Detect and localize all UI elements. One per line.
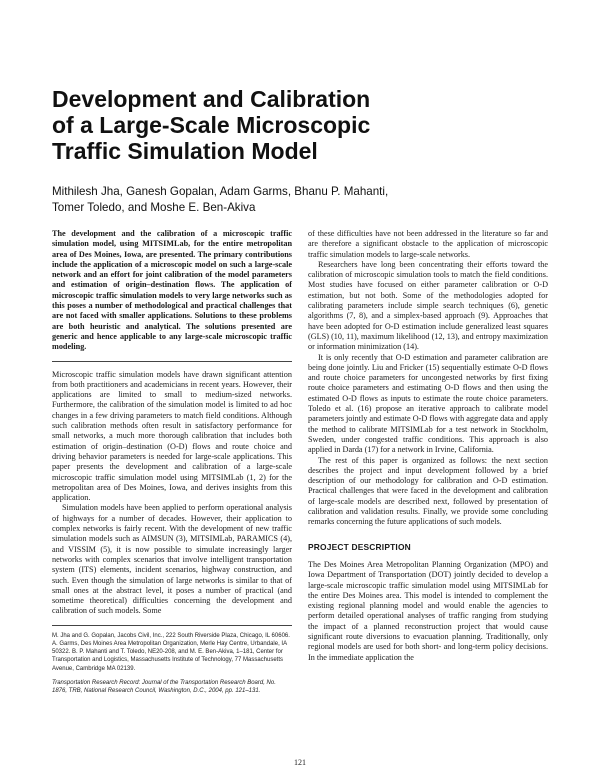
body-paragraph: of these difficulties have not been addressed in the literature so far and are therefore a significant obstacle to the application of microscopic traffic simulation models to large-scale networks. — [308, 229, 548, 259]
author-list — [52, 184, 552, 216]
body-paragraph: It is only recently that O-D estimation and parameter calibration are being done jointly. Liu and Fricker (15) sequentially estimate O-D flows and route choice parameters for uncongested networks by first fixing route choice parameters and estimating O-D flows and then using the estimated O-D flows as inputs to estimate the route choice parameters. Toledo et al. (16) propose an iterative approach to calibrate model parameters jointly and estimate O-D flows with aggregate data and apply the method to calibrate MITSIMLab for a test network in Stockholm, Sweden, under congested traffic conditions. This approach is also applied in Darda (17) for a network in Irvine, California. — [308, 352, 548, 455]
title-line: Development and Calibration — [52, 86, 371, 112]
body-paragraph: The Des Moines Area Metropolitan Planning Organization (MPO) and Iowa Department of Transportation (DOT) jointly decided to develop a large-scale microscopic traffic simulation model using MITSIMLab for the entire Des Moines area. This model is intended to complement the existing regional planning model and would enable the agencies to perform detailed operational analyses of traffic ranging from studying the impact of a planned reconstruction project that would cause significant route diversions to evacuation planning. Traditionally, only regional models are used for both short- and long-term policy decisions. In the immediate application the — [308, 559, 548, 662]
abstract: The development and the calibration of a microscopic traffic simulation model, using MITSIMLab, for the entire metropolitan area of Des Moines, Iowa, are presented. The primary contributions include the application of a microscopic model on such a large-scale network and an effort for joint calibration of the model parameters and estimation of origin–destination flows. The application of microscopic traffic simulation models to very large networks such as this poses a number of methodological and practical challenges that are not faced with smaller applications. Solutions to these problems are both heuristic and analytical. The solutions presented are generic and hence applicable to any large-scale microscopic traffic modeling. — [52, 229, 292, 352]
footnote-divider — [52, 625, 292, 626]
title-line: of a Large-Scale Microscopic — [52, 112, 371, 138]
author-line: Mithilesh Jha, Ganesh Gopalan, Adam Garms, Bhanu P. Mahanti, — [52, 185, 389, 198]
abstract-divider — [52, 361, 292, 362]
right-column — [308, 229, 548, 663]
page-number: 121 — [294, 758, 306, 767]
section-heading: PROJECT DESCRIPTION — [308, 541, 411, 552]
author-line: Tomer Toledo, and Moshe E. Ben-Akiva — [52, 201, 256, 214]
body-paragraph: Microscopic traffic simulation models have drawn significant attention from both practitioners and academicians in recent years. However, their applications are limited to small to medium-sized networks. Furthermore, the calibration of the simulation model is limited to ad hoc changes in a few driving parameters to match field conditions. Although such calibration methods often result in satisfactory performance for small networks, a much more thorough calibration that includes both estimation of origin–destination (O-D) flows and route choice and driving behavior parameters is needed for large-scale applications. This paper presents the development and calibration of a large-scale microscopic traffic simulation model using MITSIMLab (1, 2) for the metropolitan area of Des Moines, Iowa, and derives insights from this application. — [52, 369, 292, 503]
body-paragraph: Researchers have long been concentrating their efforts toward the calibration of microscopic simulation tools to match the field conditions. Most studies have focused on either parameter calibration or O-D estimation, but not both. Some of the methodologies adopted for calibrating parameters include simple search techniques (6), genetic algorithms (7, 8), and a simplex-based approach (9). Approaches that have been adopted for O-D estimation include generalized least squares (GLS) (10, 11), maximum likelihood (12, 13), and entropy maximization or information minimization (14). — [308, 259, 548, 352]
author-affiliations-footnote: M. Jha and G. Gopalan, Jacobs Civil, Inc., 222 South Riverside Plaza, Chicago, IL 60606. A. Garms, Des Moines Area Metropolitan Organization, Merle Hay Centre, Urbandale, IA 50322. B. P. Mahanti and T. Toledo, NE20-208, and M. E. Ben-Akiva, 1–181, Center for Transportation and Logistics, Massachusetts Institute of Technology, 77 Massachusetts Avenue, Cambridge MA 02139. — [52, 632, 290, 672]
journal-citation: Transportation Research Record: Journal of the Transportation Research Board, No. 1876, TRB, National Research Council, Washington, D.C., 2004, pp. 121–131. — [52, 679, 276, 694]
title-line: Traffic Simulation Model — [52, 138, 318, 164]
paper-title — [52, 86, 472, 164]
left-column — [52, 229, 292, 695]
body-paragraph: The rest of this paper is organized as follows: the next section describes the project and input development followed by a brief description of our methodology for calibration and O-D estimation. Practical challenges that were faced in the development and calibration of large-scale models are described next, followed by presentation of calibration and validation results. Finally, we provide some concluding remarks concerning the future applications of such models. — [308, 455, 548, 527]
body-paragraph: Simulation models have been applied to perform operational analysis of highways for a number of decades. However, their application to complex networks is fairly recent. With the development of new traffic simulation models such as AIMSUN (3), MITSIMLab, PARAMICS (4), and VISSIM (5), it is now possible to simulate increasingly larger networks with complex scenarios that involve intelligent transportation system (ITS) elements, incident scenarios, highway construction, and such. Even though the simulation of large networks is similar to that of small ones at the abstract level, it poses a number of practical (and sometime theoretical) difficulties concerning the development and calibration of such models. Some — [52, 503, 292, 616]
